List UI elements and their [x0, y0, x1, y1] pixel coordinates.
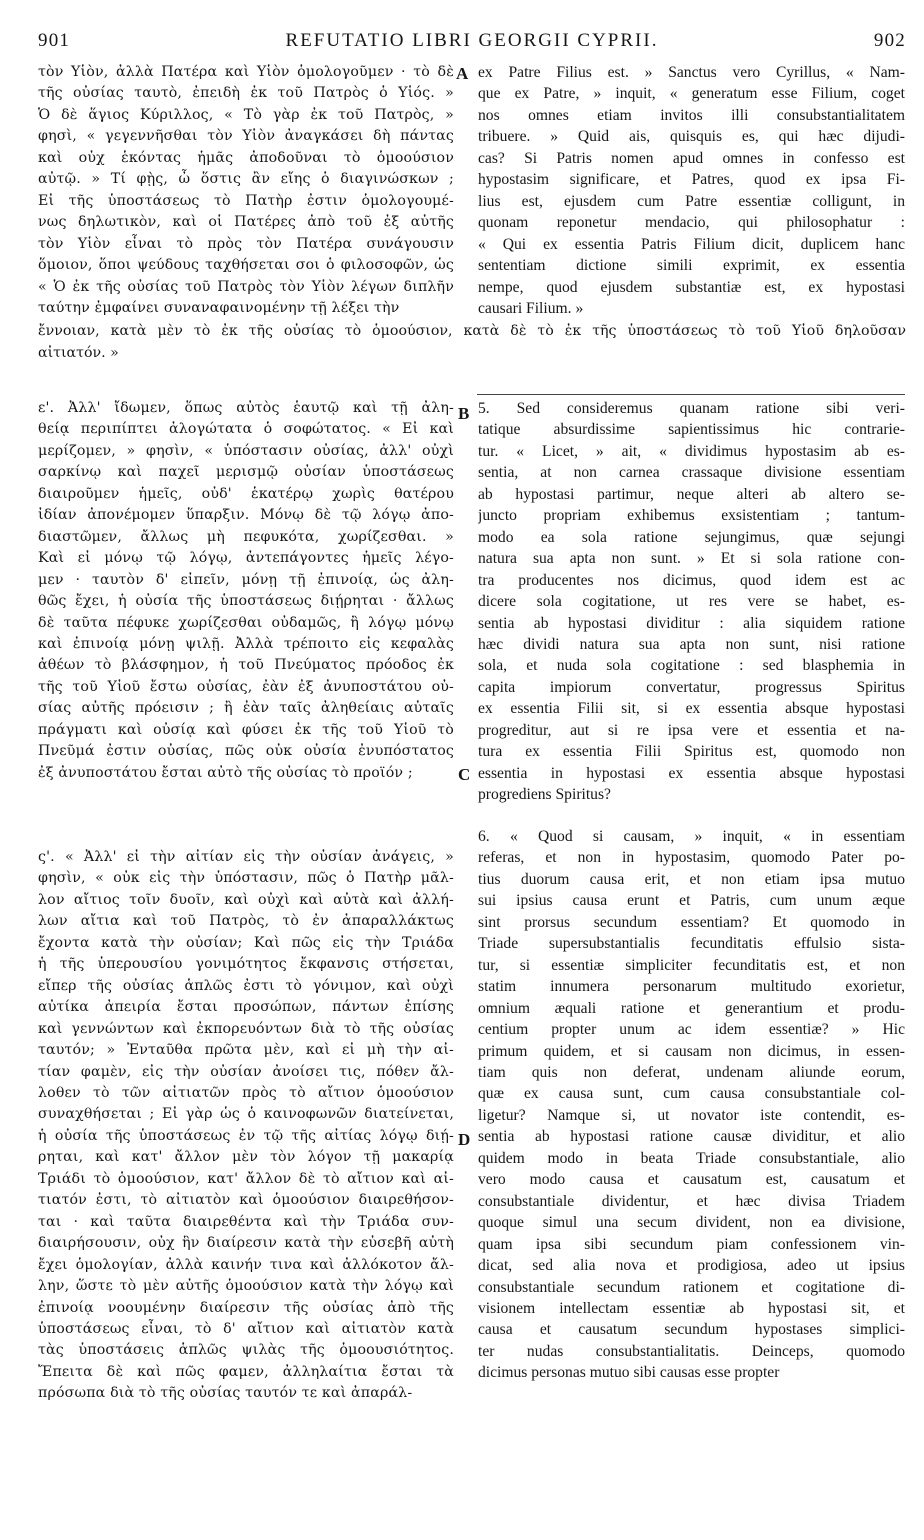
- text-line: ligetur? Namque si, ut novator iste contendit, es-: [478, 1106, 905, 1124]
- text-line: quæ ex causa sunt, cum causa consubstantiale col-: [478, 1085, 905, 1103]
- text-line: μεν · ταυτὸν δ' εἰπεῖν, μόνῃ τῇ ἐπινοίᾳ, ὡς ἀλη-: [38, 571, 454, 588]
- greek-column-paragraph-6: [38, 847, 454, 1405]
- greek-wide-line: ἔννοιαν, κατὰ μὲν τὸ ἐκ τῆς οὐσίας τὸ ὁμοούσιον, κατὰ δὲ τὸ ἐκ τῆς ὑποστάσεως τὸ τοῦ Υἱοῦ δηλοῦσαν: [38, 323, 906, 339]
- text-line: ταύτην ἐμφαίνει συναναφαινομένην τῇ λέξει τὴν: [38, 299, 400, 316]
- text-line: visionem intellectam essentiæ ab hypostasi sit, et: [478, 1299, 905, 1317]
- text-line: τίαν φαμὲν, εἰς τὴν οὐσίαν ἀνοίσει τις, πόθεν ἄλ-: [38, 1063, 454, 1080]
- text-line: causa et causatum secundum hypostases simplici-: [478, 1321, 905, 1339]
- text-line: nos omnes etiam invitos illi consubstantialitatem: [478, 106, 905, 124]
- text-line: quidem modo in beata Triade consubstantiale, alio: [478, 1149, 905, 1167]
- text-line: τῆς τοῦ Υἱοῦ ἔστω οὐσίας, ἐὰν ἐξ ἀνυποστάτου οὐ-: [38, 678, 454, 695]
- text-line: natura sua apta non sunt. » Et si sola ratione con-: [478, 550, 905, 568]
- text-line: ex Patre Filius est. » Sanctus vero Cyrillus, « Nam-: [478, 64, 905, 81]
- text-line: θῶς ἔχει, ἡ οὐσία τῆς ὑποστάσεως διῄρηται · ἄλλως: [38, 593, 454, 610]
- text-line: 5. Sed consideremus quanam ratione sibi veri-: [478, 400, 905, 417]
- text-line: μερίζομεν, » φησὶν, « ὑπόστασιν οὐσίας, ἀλλ' οὐχὶ: [38, 442, 454, 459]
- page-number-left: 901: [38, 30, 71, 51]
- text-line: διαιροῦμεν ἡμεῖς, οὐδ' ἑκατέρῳ χωρὶς θατέρου: [38, 485, 454, 502]
- text-line: centium propter unum ac idem essentiæ? » Hic: [478, 1021, 905, 1039]
- text-line: progreditur, aut si re ipsa vere et essentia et na-: [478, 721, 905, 739]
- latin-column-paragraph-5: [478, 398, 905, 806]
- text-line: ε'. Ἀλλ' ἴδωμεν, ὅπως αὐτὸς ἑαυτῷ καὶ τῇ ἀλη-: [38, 400, 454, 416]
- text-line: πρόσωπα διὰ τὸ τῆς οὐσίας ταυτόν τε καὶ ἀπαράλ-: [38, 1385, 413, 1402]
- text-line: sola, et nuda sola cogitatione : sed blasphemia in: [478, 657, 905, 675]
- text-line: ὅμοιον, ὅποι ψεύδους ταχθήσεται σοι ὁ φιλοσοφῶν, ὡς: [38, 257, 454, 274]
- text-line: vero modo causa et causatum est, causatum et: [478, 1171, 905, 1189]
- page-number-right: 902: [873, 30, 906, 51]
- text-line: πράγματι καὶ οὐσίᾳ καὶ φύσει ἐκ τῆς τοῦ Υἱοῦ τὸ: [38, 721, 454, 738]
- text-line: hypostasim significare, et Patres, quod ex ipsa Fi-: [478, 171, 905, 189]
- greek-wide-line-end: αἰτιατόν. »: [38, 345, 119, 361]
- text-line: sentia ab hypostasi dividitur : alia siquidem ratione: [478, 614, 905, 632]
- text-line: ἰδίαν ἀπονέμομεν ὕπαρξιν. Μόνῳ δὲ τῷ λόγῳ ἀπο-: [38, 507, 454, 524]
- text-line: φησὶ, « γεγεννῆσθαι τὸν Υἱὸν ἀναγκάσει δὴ πάντας: [38, 128, 454, 145]
- text-line: σαρκίνῳ καὶ παχεῖ μερισμῷ οὐσίαν ὑποστάσεως: [38, 464, 454, 481]
- text-line: consubstantiale dividentur, et hæc divisa Triadem: [478, 1192, 905, 1210]
- text-line: τὰς ὑποστάσεις ἁπλῶς ψιλὰς τῆς ὁμοουσιότητος.: [38, 1342, 454, 1359]
- text-line: dicimus personas mutuo sibi causas esse propter: [478, 1364, 780, 1382]
- text-line: Ἔπειτα δὲ καὶ πῶς φαμεν, ἀλληλαίτια ἔσται τὰ: [38, 1363, 454, 1380]
- text-line: ἡ οὐσία τῆς ὑποστάσεως ἐν τῷ τῆς αἰτίας λόγῳ διῄ-: [38, 1127, 454, 1144]
- text-line: omnium æquali ratione et generantium et produ-: [478, 999, 905, 1017]
- text-line: ρηται, καὶ κατ' ἄλλον μὲν τὸν λόγον τῇ μακαρίᾳ: [38, 1149, 454, 1166]
- latin-column-paragraph-6: [478, 826, 905, 1384]
- text-line: διαστῶμεν, ἄλλως μὴ πεφυκότα, χωρίζεσθαι. »: [38, 528, 454, 545]
- text-line: sententiam dictione simili exprimit, ex essentia: [478, 257, 905, 275]
- text-line: hæc dividi natura sua apta non sunt, nisi ratione: [478, 635, 905, 653]
- text-line: tius duorum causa erit, et non etiam ipsa mutuo: [478, 870, 905, 888]
- text-line: 6. « Quod si causam, » inquit, « in essentiam: [478, 828, 905, 845]
- text-line: εἴπερ τῆς οὐσίας ἁπλῶς ἐστι τὸ γόνιμον, καὶ οὐχὶ: [38, 977, 454, 994]
- text-line: ἐπινοίᾳ νοουμένην διαίρεσιν τῆς οὐσίας ἀπὸ τῆς: [38, 1299, 454, 1316]
- text-line: Εἰ τῆς ὑποστάσεως τὸ Πατὴρ ἐστιν ὁμολογουμέ-: [38, 192, 454, 209]
- text-line: sentia ab hypostasi ratione causæ dividitur, et alio: [478, 1128, 905, 1146]
- text-line: causari Filium. »: [478, 299, 584, 317]
- running-title: REFUTATIO LIBRI GEORGII CYPRII.: [285, 30, 659, 51]
- text-line: tatique absurdissime sapientissimus hic contrarie-: [478, 421, 905, 439]
- text-line: dicere sola cogitatione, ut res vere se habet, es-: [478, 593, 905, 611]
- text-line: lius est, ejusdem cum Patre essentiæ colligunt, in: [478, 192, 905, 210]
- text-line: tur. « Licet, » ait, « dividimus hypostasim ab es-: [478, 442, 905, 460]
- text-line: φησὶν, « οὐκ εἰς τὴν ὑπόστασιν, πῶς ὁ Πατὴρ μᾶλ-: [38, 870, 454, 887]
- text-line: ς'. « Ἀλλ' εἰ τὴν αἰτίαν εἰς τὴν οὐσίαν ἀνάγεις, »: [38, 849, 454, 865]
- text-line: referas, et non in hypostasim, quomodo Pater po-: [478, 849, 905, 867]
- text-line: λων αἴτια καὶ τοῦ Πατρὸς, τὸ ἐν ἀπαραλλάκτως: [38, 913, 454, 930]
- text-line: ex essentia Filii sit, si ex essentia absque hypostasi: [478, 700, 905, 718]
- text-line: « Qui ex essentia Patris Filium dicit, duplicem hanc: [478, 235, 905, 253]
- text-line: modo ea sola ratione sejungimus, quæ sejungi: [478, 528, 905, 546]
- latin-column-top: [478, 62, 905, 319]
- text-line: ter nudas consubstantialitatis. Deinceps, quomodo: [478, 1342, 905, 1360]
- greek-column-top: [38, 62, 454, 319]
- greek-column-paragraph-5: [38, 398, 454, 784]
- text-line: tiam quis non deferat, undenam aliunde eorum,: [478, 1063, 905, 1081]
- text-line: tur, si essentiæ simpliciter fecunditatis est, et non: [478, 956, 905, 974]
- text-line: dicat, sed alia nova et prodigiosa, adeo ut ipsius: [478, 1257, 905, 1275]
- text-line: tura ex essentia Filii Spiritus est, quomodo non: [478, 743, 905, 761]
- text-line: Πνεῦμά ἐστιν οὐσίας, πῶς οὐκ οὐσία ἐνυπόστατος: [38, 743, 454, 760]
- text-line: quoque simul una secum divident, non ea divisione,: [478, 1214, 905, 1232]
- text-line: λον αἴτιος τοῖν δυοῖν, καὶ οὐχὶ καὶ αὐτὰ καὶ ἀλλή-: [38, 891, 454, 908]
- text-line: θείᾳ περιπίπτει ἀλογώτατα ὁ σοφώτατος. « Εἰ καὶ: [38, 421, 454, 438]
- text-line: Καὶ εἰ μόνῳ τῷ λόγῳ, ἀντεπάγοντες ἡμεῖς λέγο-: [38, 550, 454, 567]
- text-line: λοθεν τὸ τῶν αἰτιατῶν πρὸς τὸ αἴτιον ὁμοούσιον: [38, 1084, 454, 1101]
- text-line: primum quidem, et si causam non dicimus, in essen-: [478, 1042, 905, 1060]
- text-line: σίας αὐτῆς πρόεισιν ; ἢ ἐὰν ταῖς ἀληθείαις αὐταῖς: [38, 700, 454, 717]
- text-line: quam ipsa sibi secundum piam confessionem vin-: [478, 1235, 905, 1253]
- text-line: καὶ γεννώντων καὶ ἐκπορευόντων διὰ τὸ τῆς οὐσίας: [38, 1020, 454, 1037]
- text-line: ἀθέων τὸ βλάσφημον, ἡ τοῦ Πνεύματος πρόοδος ἐκ: [38, 657, 454, 674]
- margin-letter-a: A: [456, 64, 469, 83]
- text-line: ὑποστάσεως εἶναι, τὸ δ' αἴτιον καὶ αἰτιατὸν κατὰ: [38, 1320, 454, 1337]
- text-line: nempe, quod ejusdem substantiæ est, ex hypostasi: [478, 278, 905, 296]
- text-line: διαιρήσουσιν, οὐχ ἣν διαίρεσιν κατὰ τὴν εὐσεβῆ αὐτὴ: [38, 1235, 454, 1252]
- margin-letter-c: C: [458, 765, 471, 784]
- text-line: συναχθήσεται ; Εἰ γὰρ ὡς ὁ καινοφωνῶν διατείνεται,: [38, 1106, 454, 1123]
- text-line: consubstantiale secundum rationem et cogitatione di-: [478, 1278, 905, 1296]
- text-line: ab hypostasi partimur, neque alteri ab altero se-: [478, 485, 905, 503]
- text-line: ἔχοντα κατὰ τὴν οὐσίαν; Καὶ πῶς εἰς τὴν Τριάδα: [38, 934, 454, 951]
- text-line: sui ipsius causa erunt et Patris, cum unum æque: [478, 892, 905, 910]
- text-line: νως δηλωτικὸν, καὶ οἱ Πατέρες ἀπὸ τοῦ ἐξ αὐτῆς: [38, 214, 454, 231]
- text-line: τῆς οὐσίας ταυτὸ, ἐπειδὴ ἐκ τοῦ Πατρὸς ὁ Υἱός. »: [38, 85, 454, 102]
- text-line: καὶ ἐπινοίᾳ μόνῃ ψιλῇ. Ἀλλὰ τρέποιτο εἰς κεφαλὰς: [38, 635, 454, 652]
- text-line: cas? Si Patris nomen apud omnes in confesso est: [478, 149, 905, 167]
- text-line: τὸν Υἱὸν, ἀλλὰ Πατέρα καὶ Υἱὸν ὁμολογοῦμεν · τὸ δὲ: [38, 64, 454, 80]
- text-line: « Ὁ ἐκ τῆς οὐσίας τοῦ Πατρὸς τὸν Υἱὸν λέγων διπλῆν: [38, 278, 454, 295]
- text-line: καὶ οὐχ ἑκόντας ἡμᾶς ἀποδοῦναι τὸ ὁμοούσιον: [38, 149, 454, 166]
- text-line: Triade supersubstantialis fecunditatis effulsio sista-: [478, 935, 905, 953]
- text-line: Ὁ δὲ ἅγιος Κύριλλος, « Τὸ γὰρ ἐκ τοῦ Πατρὸς, »: [38, 106, 454, 123]
- text-line: capita impiorum convertatur, progressus Spiritus: [478, 678, 905, 696]
- text-line: que ex Patre, » inquit, « generatum esse Filium, coget: [478, 85, 905, 103]
- text-line: δὲ ταῦτα πέφυκε χωρίζεσθαι οὐδαμῶς, ἢ λόγῳ μόνῳ: [38, 614, 454, 631]
- text-line: progrediens Spiritus?: [478, 786, 611, 804]
- text-line: statim innumera personarum multitudo exorietur,: [478, 978, 905, 996]
- text-line: sentia, at non carnea crassaque divisione essentiam: [478, 464, 905, 482]
- text-line: τὸν Υἱὸν εἶναι τὸ πρὸς τὸν Πατέρα συνάγουσιν: [38, 235, 454, 252]
- text-line: ἡ τῆς ὑπερουσίου γονιμότητος ἔκφανσις στήσεται,: [38, 956, 454, 973]
- text-line: ἔχει ὁμολογίαν, ἀλλὰ καινήν τινα καὶ ἀλλόκοτον ἄλ-: [38, 1256, 454, 1273]
- running-head: [38, 30, 906, 54]
- text-line: quonam reponetur mendacio, qui philosophatur :: [478, 214, 905, 232]
- text-line: αὐτῷ. » Τί φῂς, ὦ ὅστις ἂν εἴης ὁ διαγινώσκων ;: [38, 171, 454, 188]
- text-line: λην, ὥστε τὸ μὲν αὐτῆς ὁμοούσιον κατὰ τὴν λόγῳ καὶ: [38, 1278, 454, 1295]
- text-line: αὐτίκα ἀπειρία ἔσται προσώπων, πάντων ἐπίσης: [38, 999, 454, 1016]
- text-line: ἐξ ἀνυποστάτου ἔσται αὐτὸ τῆς οὐσίας τὸ προϊόν ;: [38, 764, 413, 781]
- text-line: sint prorsus secundum essentiam? Et quomodo in: [478, 913, 905, 931]
- text-line: tra producentes nos dicimus, quod idem est ac: [478, 571, 905, 589]
- text-line: tribuere. » Quid ais, quisquis es, qui hæc dijudi-: [478, 128, 905, 146]
- text-line: ταυτόν; » Ἐνταῦθα πρῶτα μὲν, καὶ εἰ μὴ τὴν αἰ-: [38, 1042, 454, 1059]
- text-line: ται · καὶ ταῦτα διαιρεθέντα καὶ τὴν Τριάδα συν-: [38, 1213, 454, 1230]
- text-line: τιατόν ἐστι, τὸ αἰτιατὸν καὶ ὁμοούσιον διαιρεθήσον-: [38, 1192, 454, 1209]
- text-line: essentia in hypostasi ex essentia absque hypostasi: [478, 764, 905, 782]
- column-divider-rule: [477, 394, 905, 395]
- margin-letter-d: D: [458, 1130, 471, 1149]
- margin-letter-b: B: [458, 404, 470, 423]
- text-line: Τριάδι τὸ ὁμοούσιον, κατ' ἄλλον δὲ τὸ αἴτιον καὶ αἰ-: [38, 1170, 454, 1187]
- text-line: juncto propriam exhibemus exsistentiam ; tantum-: [478, 507, 905, 525]
